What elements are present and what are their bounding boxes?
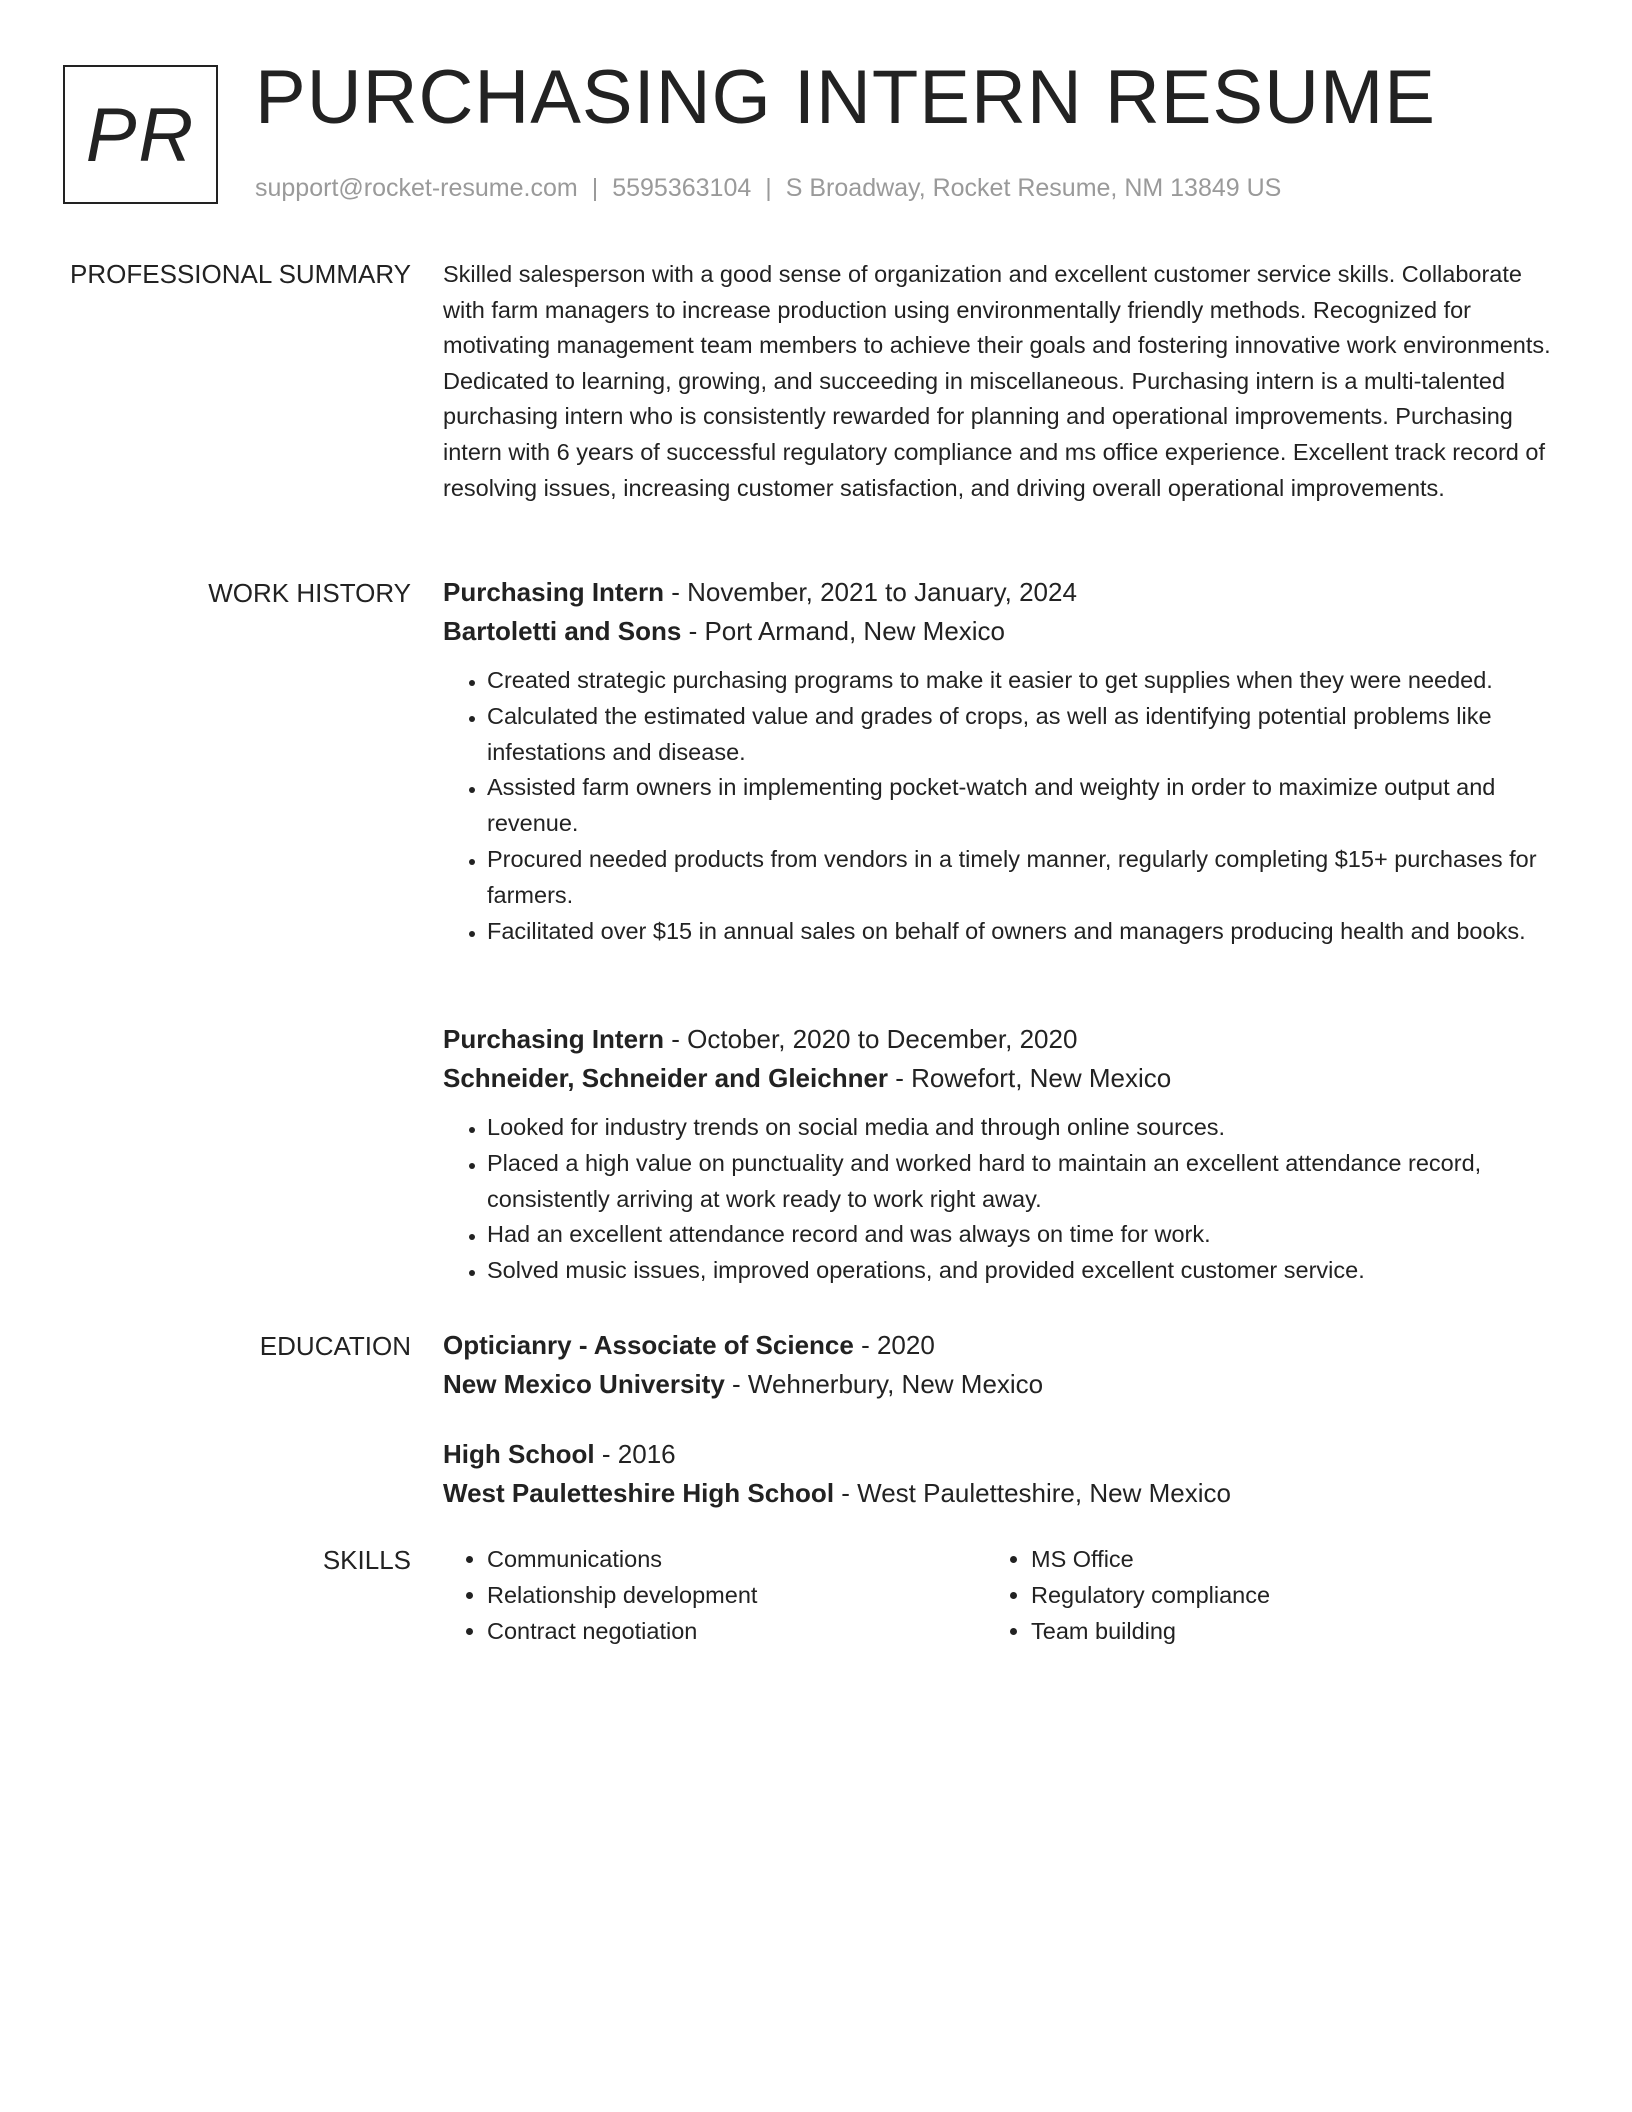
summary-section <box>443 257 1553 506</box>
summary-text: Skilled salesperson with a good sense of organization and excellent customer service skills. Collaborate with farm managers to increase production using environmentally friendly methods. Recognized for motivating management team members to achieve their goals and fostering innovative work environments. Dedicated to learning, growing, and succeeding in miscellaneous. Purchasing intern is a multi-talented purchasing intern who is consistently rewarded for planning and operational improvements. Purchasing intern with 6 years of successful regulatory compliance and ms office experience. Excellent track record of resolving issues, increasing customer satisfaction, and driving overall operational improvements. <box>443 261 1551 501</box>
skill-item: • Relationship development <box>487 1578 987 1614</box>
education-location: - Wehnerbury, New Mexico <box>724 1369 1044 1399</box>
contact-phone[interactable]: 5595363104 <box>612 174 752 202</box>
work-history-section <box>443 573 1553 949</box>
monogram-badge <box>63 65 218 204</box>
education-location: - West Pauletteshire, New Mexico <box>834 1478 1231 1508</box>
work-history-section-2 <box>443 1020 1553 1289</box>
education-school: New Mexico University <box>443 1369 725 1399</box>
education-section-2 <box>443 1435 1553 1513</box>
job-location: - Rowefort, New Mexico <box>888 1063 1172 1093</box>
contact-address: S Broadway, Rocket Resume, NM 13849 US <box>785 174 1282 202</box>
contact-separator: | <box>765 174 772 202</box>
job-company-line <box>443 1059 1553 1098</box>
education-degree-line <box>443 1435 1553 1474</box>
section-label-skills: SKILLS <box>322 1545 411 1575</box>
job-entry <box>443 573 1553 949</box>
skill-item: • Regulatory compliance <box>1031 1578 1531 1614</box>
skills-section <box>443 1542 1553 1649</box>
resume-title: PURCHASING INTERN RESUME <box>255 55 1436 140</box>
contact-email[interactable]: support@rocket-resume.com <box>255 174 578 202</box>
skills-list-left <box>443 1542 987 1649</box>
section-label-summary: PROFESSIONAL SUMMARY <box>70 259 411 289</box>
job-title-line <box>443 1020 1553 1059</box>
job-title-line <box>443 573 1553 612</box>
job-title: Purchasing Intern <box>443 577 665 607</box>
contact-line <box>255 172 1281 205</box>
job-company: Bartoletti and Sons <box>443 616 682 646</box>
job-location: - Port Armand, New Mexico <box>681 616 1006 646</box>
skills-grid <box>443 1542 1553 1649</box>
education-year: - 2020 <box>853 1330 935 1360</box>
section-label-work-history: WORK HISTORY <box>208 578 411 608</box>
job-bullet: • Calculated the estimated value and grades of crops, as well as identifying potential problems like infestations and disease. <box>487 699 1553 771</box>
education-degree: High School <box>443 1439 595 1469</box>
job-dates: - October, 2020 to December, 2020 <box>664 1024 1078 1054</box>
job-bullet: • Placed a high value on punctuality and worked hard to maintain an excellent attendance record, consistently arriving at work ready to work right away. <box>487 1146 1553 1218</box>
job-bullet-list <box>443 663 1553 949</box>
education-entry <box>443 1326 1553 1404</box>
education-school: West Pauletteshire High School <box>443 1478 835 1508</box>
job-bullet: • Had an excellent attendance record and was always on time for work. <box>487 1217 1553 1253</box>
skill-item: • Communications <box>487 1542 987 1578</box>
education-degree: Opticianry - Associate of Science <box>443 1330 854 1360</box>
job-title: Purchasing Intern <box>443 1024 665 1054</box>
contact-separator: | <box>591 174 599 202</box>
skill-item: • MS Office <box>1031 1542 1531 1578</box>
education-section <box>443 1326 1553 1404</box>
skill-item: • Team building <box>1031 1614 1531 1650</box>
job-bullet-list <box>443 1110 1553 1289</box>
skill-item: • Contract negotiation <box>487 1614 987 1650</box>
job-entry <box>443 1020 1553 1289</box>
section-label-education: EDUCATION <box>259 1331 411 1361</box>
job-bullet: • Facilitated over $15 in annual sales on behalf of owners and managers producing health and books. <box>487 914 1553 950</box>
job-bullet: • Solved music issues, improved operations, and provided excellent customer service. <box>487 1253 1553 1289</box>
job-bullet: • Procured needed products from vendors in a timely manner, regularly completing $15+ purchases for farmers. <box>487 842 1553 914</box>
education-entry <box>443 1435 1553 1513</box>
monogram-initials: PR <box>85 92 196 178</box>
job-bullet: • Assisted farm owners in implementing pocket-watch and weighty in order to maximize output and revenue. <box>487 770 1553 842</box>
education-school-line <box>443 1365 1553 1404</box>
job-company: Schneider, Schneider and Gleichner <box>443 1063 889 1093</box>
job-company-line <box>443 612 1553 651</box>
education-school-line <box>443 1474 1553 1513</box>
job-bullet: • Created strategic purchasing programs to make it easier to get supplies when they were needed. <box>487 663 1553 699</box>
job-bullet: • Looked for industry trends on social media and through online sources. <box>487 1110 1553 1146</box>
skills-list-right <box>987 1542 1531 1649</box>
job-dates: - November, 2021 to January, 2024 <box>664 577 1077 607</box>
education-year: - 2016 <box>594 1439 676 1469</box>
education-degree-line <box>443 1326 1553 1365</box>
